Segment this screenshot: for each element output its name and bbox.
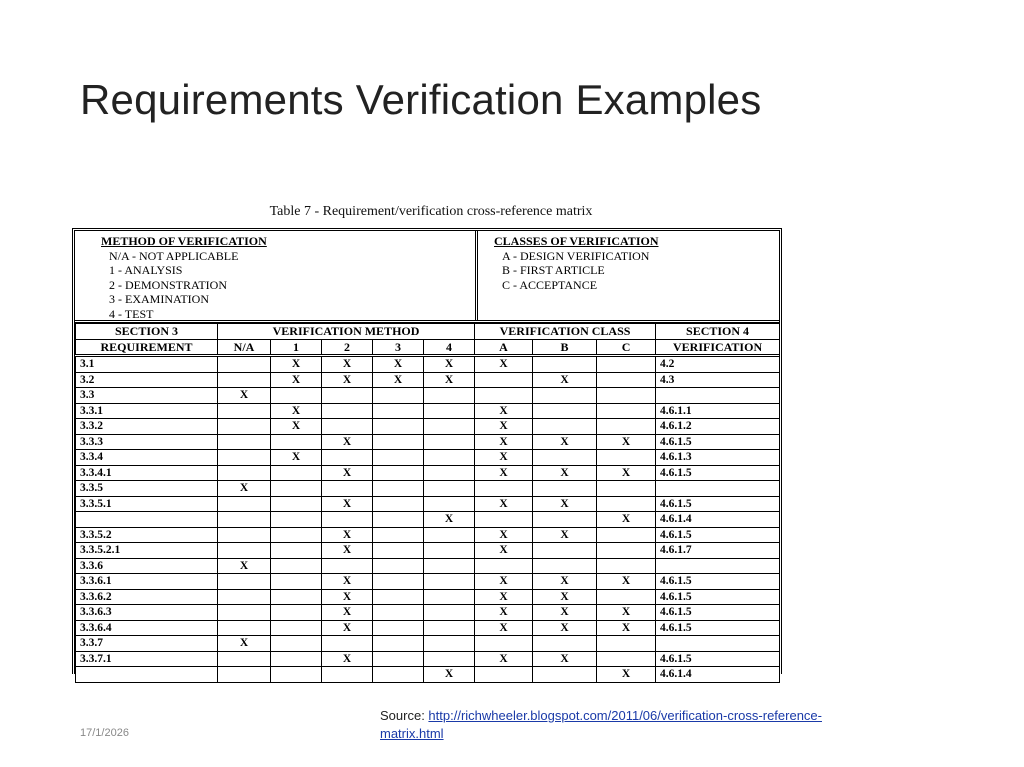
mark-cell: X [475,496,533,512]
mark-cell [424,636,475,652]
mark-cell [533,403,597,419]
mark-cell: X [597,605,656,621]
mark-cell: X [271,450,322,466]
class-b-header: B [533,339,597,356]
source-label: Source: [380,708,429,723]
mark-cell [424,481,475,497]
requirement-cell: 3.1 [76,356,218,373]
mark-cell [475,512,533,528]
matrix-body [76,356,780,683]
mark-cell [322,388,373,404]
mark-cell [373,388,424,404]
mark-cell [424,403,475,419]
mark-cell [424,620,475,636]
mark-cell [424,434,475,450]
mark-cell [475,558,533,574]
table-row [76,543,780,559]
method-1-header: 1 [271,339,322,356]
mark-cell [271,512,322,528]
method-3-header: 3 [373,339,424,356]
mark-cell: X [597,667,656,683]
mark-cell [271,667,322,683]
slide-title: Requirements Verification Examples [80,76,762,123]
requirement-cell: 3.3.4.1 [76,465,218,481]
mark-cell: X [322,543,373,559]
mark-cell: X [475,620,533,636]
mark-cell [597,356,656,373]
mark-cell [533,450,597,466]
verification-cell: 4.6.1.5 [656,465,780,481]
mark-cell: X [322,527,373,543]
mark-cell [597,419,656,435]
mark-cell [424,388,475,404]
mark-cell [597,543,656,559]
mark-cell [597,372,656,388]
mark-cell [373,589,424,605]
requirement-cell: 3.3.6.3 [76,605,218,621]
mark-cell: X [475,543,533,559]
mark-cell: X [322,372,373,388]
mark-cell [424,558,475,574]
table-row [76,419,780,435]
mark-cell [218,667,271,683]
verification-cell: 4.6.1.5 [656,434,780,450]
table-row [76,372,780,388]
verification-cell: 4.6.1.5 [656,651,780,667]
mark-cell: X [218,558,271,574]
mark-cell [533,419,597,435]
requirement-cell: 3.3.5 [76,481,218,497]
mark-cell [271,558,322,574]
mark-cell [533,388,597,404]
mark-cell [322,667,373,683]
mark-cell [218,356,271,373]
mark-cell: X [218,481,271,497]
mark-cell: X [533,496,597,512]
requirement-cell: 3.3.5.2.1 [76,543,218,559]
mark-cell [218,620,271,636]
method-legend-item: 3 - EXAMINATION [109,292,209,307]
mark-cell: X [322,589,373,605]
mark-cell [475,667,533,683]
verification-cell [656,558,780,574]
mark-cell [373,651,424,667]
mark-cell [597,589,656,605]
mark-cell [597,481,656,497]
mark-cell: X [322,434,373,450]
mark-cell [218,651,271,667]
table-row [76,527,780,543]
mark-cell [271,496,322,512]
requirement-cell: 3.3.7 [76,636,218,652]
method-legend-heading: METHOD OF VERIFICATION [101,234,267,248]
mark-cell [218,589,271,605]
table-row [76,589,780,605]
mark-cell: X [424,667,475,683]
mark-cell [424,605,475,621]
mark-cell: X [533,651,597,667]
source-note [380,707,880,743]
requirement-cell: 3.3.6 [76,558,218,574]
mark-cell: X [533,589,597,605]
table-row [76,651,780,667]
class-legend [478,231,779,320]
mark-cell: X [322,496,373,512]
method-legend-item: 2 - DEMONSTRATION [109,277,227,292]
mark-cell [373,465,424,481]
verification-cell: 4.6.1.5 [656,589,780,605]
mark-cell [373,543,424,559]
mark-cell: X [597,512,656,528]
mark-cell [424,589,475,605]
mark-cell [424,496,475,512]
mark-cell: X [322,605,373,621]
requirement-cell: 3.2 [76,372,218,388]
mark-cell: X [533,620,597,636]
mark-cell: X [533,605,597,621]
class-legend-item: B - FIRST ARTICLE [502,263,605,278]
mark-cell [424,574,475,590]
mark-cell: X [533,465,597,481]
table-row [76,403,780,419]
verification-cell: 4.6.1.3 [656,450,780,466]
verification-cell: 4.6.1.5 [656,620,780,636]
mark-cell: X [424,356,475,373]
mark-cell [218,419,271,435]
mark-cell [322,636,373,652]
mark-cell: X [373,372,424,388]
verification-cell: 4.6.1.5 [656,527,780,543]
requirement-cell: 3.3.5.1 [76,496,218,512]
requirement-cell: 3.3.4 [76,450,218,466]
mark-cell [373,527,424,543]
mark-cell [271,636,322,652]
mark-cell: X [475,605,533,621]
mark-cell [271,605,322,621]
table-row [76,636,780,652]
table-row [76,434,780,450]
mark-cell [218,527,271,543]
mark-cell [533,512,597,528]
method-legend-item: 1 - ANALYSIS [109,263,183,278]
source-link[interactable]: http://richwheeler.blogspot.com/2011/06/verification-cross-reference-matrix.html [380,708,822,741]
mark-cell [597,496,656,512]
mark-cell [373,450,424,466]
mark-cell [424,527,475,543]
mark-cell: X [597,465,656,481]
method-na-header: N/A [218,339,271,356]
mark-cell: X [271,403,322,419]
mark-cell: X [218,636,271,652]
mark-cell: X [597,620,656,636]
table-row [76,481,780,497]
requirement-cell: 3.3.3 [76,434,218,450]
table-row [76,620,780,636]
method-legend-item: N/A - NOT APPLICABLE [109,248,239,263]
method-legend [75,231,478,320]
mark-cell [322,419,373,435]
mark-cell [271,543,322,559]
mark-cell [597,388,656,404]
mark-cell: X [533,434,597,450]
requirement-cell [76,667,218,683]
mark-cell [373,419,424,435]
mark-cell: X [533,372,597,388]
mark-cell [475,372,533,388]
mark-cell: X [271,356,322,373]
mark-cell [373,620,424,636]
mark-cell [424,651,475,667]
mark-cell [475,636,533,652]
mark-cell: X [475,403,533,419]
verification-matrix [72,228,782,681]
matrix-legend [75,231,779,323]
method-4-header: 4 [424,339,475,356]
mark-cell [597,450,656,466]
table-row [76,356,780,373]
mark-cell: X [322,574,373,590]
mark-cell: X [475,589,533,605]
mark-cell [373,496,424,512]
requirement-cell: 3.3.2 [76,419,218,435]
verification-cell [656,636,780,652]
mark-cell [424,543,475,559]
mark-cell [218,605,271,621]
header-row-bottom [76,339,780,356]
mark-cell [373,605,424,621]
mark-cell [322,558,373,574]
requirement-cell: 3.3.6.1 [76,574,218,590]
table-row [76,558,780,574]
mark-cell [271,465,322,481]
class-legend-item: C - ACCEPTANCE [502,277,598,292]
mark-cell [597,558,656,574]
mark-cell [271,651,322,667]
mark-cell: X [533,527,597,543]
table-row [76,667,780,683]
mark-cell [218,372,271,388]
mark-cell: X [597,434,656,450]
mark-cell: X [475,527,533,543]
verification-cell [656,481,780,497]
mark-cell [373,403,424,419]
verification-cell [656,388,780,404]
verification-cell: 4.3 [656,372,780,388]
requirement-cell: 3.3.6.4 [76,620,218,636]
mark-cell: X [322,356,373,373]
table-row [76,465,780,481]
mark-cell [373,574,424,590]
mark-cell: X [533,574,597,590]
table-caption: Table 7 - Requirement/verification cross-reference matrix [269,204,593,219]
footer-date: 17/1/2026 [80,727,129,739]
mark-cell [218,574,271,590]
mark-cell [424,450,475,466]
class-a-header: A [475,339,533,356]
mark-cell: X [322,651,373,667]
mark-cell [218,403,271,419]
table-row [76,512,780,528]
header-row-top [76,324,780,340]
mark-cell [424,419,475,435]
requirement-cell: 3.3.5.2 [76,527,218,543]
requirement-cell [76,512,218,528]
table-row [76,574,780,590]
mark-cell [475,481,533,497]
verification-cell: 4.6.1.1 [656,403,780,419]
mark-cell: X [475,419,533,435]
mark-cell: X [271,419,322,435]
verification-cell: 4.6.1.7 [656,543,780,559]
mark-cell [322,403,373,419]
section4-header: SECTION 4 [656,324,780,340]
class-legend-heading: CLASSES OF VERIFICATION [494,234,659,248]
mark-cell [424,465,475,481]
mark-cell [271,388,322,404]
class-legend-item: A - DESIGN VERIFICATION [502,248,650,263]
mark-cell: X [322,620,373,636]
mark-cell [533,667,597,683]
mark-cell [533,356,597,373]
section3-header: SECTION 3 [76,324,218,340]
mark-cell [597,636,656,652]
requirement-cell: 3.3 [76,388,218,404]
requirement-cell: 3.3.7.1 [76,651,218,667]
mark-cell [322,481,373,497]
mark-cell [218,450,271,466]
verification-method-header: VERIFICATION METHOD [218,324,475,340]
mark-cell: X [218,388,271,404]
mark-cell [218,543,271,559]
mark-cell: X [475,434,533,450]
mark-cell: X [597,574,656,590]
mark-cell [271,620,322,636]
mark-cell [597,403,656,419]
mark-cell [533,558,597,574]
mark-cell [533,543,597,559]
mark-cell [597,651,656,667]
requirement-cell: 3.3.1 [76,403,218,419]
method-legend-item: 4 - TEST [109,306,154,321]
mark-cell [218,465,271,481]
mark-cell [533,481,597,497]
mark-cell: X [373,356,424,373]
mark-cell [322,450,373,466]
mark-cell [373,667,424,683]
mark-cell [373,558,424,574]
verification-cell: 4.6.1.5 [656,496,780,512]
mark-cell: X [322,465,373,481]
requirement-header: REQUIREMENT [76,339,218,356]
mark-cell [597,527,656,543]
mark-cell: X [475,450,533,466]
verification-header: VERIFICATION [656,339,780,356]
mark-cell [271,574,322,590]
mark-cell [271,434,322,450]
class-c-header: C [597,339,656,356]
verification-cell: 4.2 [656,356,780,373]
mark-cell: X [475,574,533,590]
mark-cell [373,636,424,652]
verification-cell: 4.6.1.4 [656,667,780,683]
mark-cell [218,496,271,512]
verification-class-header: VERIFICATION CLASS [475,324,656,340]
verification-cell: 4.6.1.2 [656,419,780,435]
table-row [76,496,780,512]
cross-reference-table [75,323,780,683]
verification-cell: 4.6.1.4 [656,512,780,528]
mark-cell [322,512,373,528]
mark-cell: X [424,372,475,388]
table-row [76,450,780,466]
verification-cell: 4.6.1.5 [656,605,780,621]
mark-cell: X [475,465,533,481]
mark-cell [475,388,533,404]
mark-cell [218,434,271,450]
mark-cell: X [424,512,475,528]
mark-cell: X [475,356,533,373]
verification-cell: 4.6.1.5 [656,574,780,590]
mark-cell [271,527,322,543]
mark-cell [533,636,597,652]
mark-cell: X [475,651,533,667]
mark-cell [271,481,322,497]
table-row [76,605,780,621]
mark-cell [373,512,424,528]
mark-cell: X [271,372,322,388]
mark-cell [373,481,424,497]
requirement-cell: 3.3.6.2 [76,589,218,605]
method-2-header: 2 [322,339,373,356]
mark-cell [271,589,322,605]
table-row [76,388,780,404]
mark-cell [373,434,424,450]
mark-cell [218,512,271,528]
